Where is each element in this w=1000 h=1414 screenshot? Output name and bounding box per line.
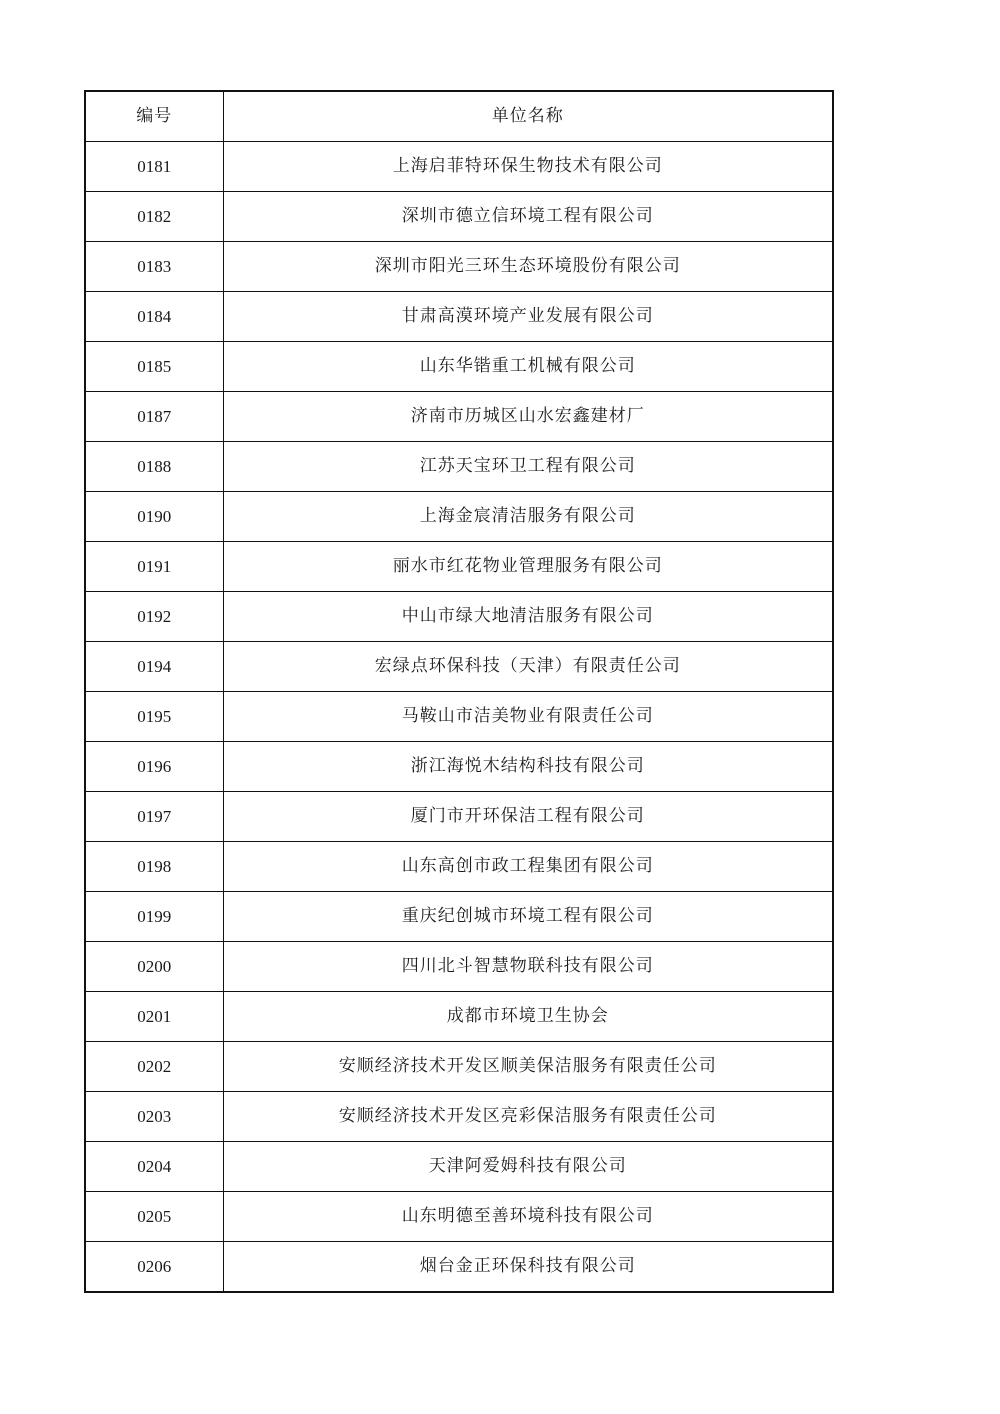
table-row <box>85 492 833 542</box>
unit-id-cell: 0188 <box>85 442 223 492</box>
unit-id-cell: 0201 <box>85 992 223 1042</box>
header-id: 编号 <box>85 91 223 142</box>
table-row <box>85 242 833 292</box>
unit-id-cell: 0197 <box>85 792 223 842</box>
unit-name-cell: 厦门市开环保洁工程有限公司 <box>223 792 833 842</box>
table-row <box>85 292 833 342</box>
table-row <box>85 1142 833 1192</box>
unit-name-cell: 烟台金正环保科技有限公司 <box>223 1242 833 1293</box>
table-row <box>85 442 833 492</box>
unit-name-cell: 重庆纪创城市环境工程有限公司 <box>223 892 833 942</box>
unit-id-cell: 0200 <box>85 942 223 992</box>
table-row <box>85 692 833 742</box>
unit-name-cell: 中山市绿大地清洁服务有限公司 <box>223 592 833 642</box>
unit-name-cell: 成都市环境卫生协会 <box>223 992 833 1042</box>
table-row <box>85 1242 833 1293</box>
table-row <box>85 892 833 942</box>
table-row <box>85 642 833 692</box>
unit-id-cell: 0192 <box>85 592 223 642</box>
unit-name-cell: 宏绿点环保科技（天津）有限责任公司 <box>223 642 833 692</box>
table-row <box>85 1192 833 1242</box>
table-row <box>85 142 833 192</box>
header-name: 单位名称 <box>223 91 833 142</box>
unit-id-cell: 0191 <box>85 542 223 592</box>
unit-id-cell: 0205 <box>85 1192 223 1242</box>
unit-name-cell: 山东明德至善环境科技有限公司 <box>223 1192 833 1242</box>
unit-id-cell: 0203 <box>85 1092 223 1142</box>
table-header <box>85 91 833 142</box>
unit-name-cell: 丽水市红花物业管理服务有限公司 <box>223 542 833 592</box>
unit-name-cell: 天津阿爱姆科技有限公司 <box>223 1142 833 1192</box>
unit-id-cell: 0206 <box>85 1242 223 1293</box>
unit-name-cell: 深圳市德立信环境工程有限公司 <box>223 192 833 242</box>
table-row <box>85 992 833 1042</box>
unit-id-cell: 0196 <box>85 742 223 792</box>
table-row <box>85 592 833 642</box>
unit-id-cell: 0187 <box>85 392 223 442</box>
table-row <box>85 742 833 792</box>
unit-name-cell: 江苏天宝环卫工程有限公司 <box>223 442 833 492</box>
unit-name-cell: 甘肃高漠环境产业发展有限公司 <box>223 292 833 342</box>
unit-id-cell: 0204 <box>85 1142 223 1192</box>
unit-id-cell: 0190 <box>85 492 223 542</box>
unit-name-cell: 四川北斗智慧物联科技有限公司 <box>223 942 833 992</box>
table-row <box>85 842 833 892</box>
header-row <box>85 91 833 142</box>
unit-id-cell: 0199 <box>85 892 223 942</box>
unit-name-cell: 安顺经济技术开发区顺美保洁服务有限责任公司 <box>223 1042 833 1092</box>
unit-id-cell: 0183 <box>85 242 223 292</box>
unit-id-cell: 0198 <box>85 842 223 892</box>
unit-name-cell: 山东高创市政工程集团有限公司 <box>223 842 833 892</box>
unit-name-cell: 深圳市阳光三环生态环境股份有限公司 <box>223 242 833 292</box>
unit-id-cell: 0194 <box>85 642 223 692</box>
unit-id-cell: 0195 <box>85 692 223 742</box>
unit-name-cell: 上海金宸清洁服务有限公司 <box>223 492 833 542</box>
unit-id-cell: 0184 <box>85 292 223 342</box>
table-row <box>85 1092 833 1142</box>
table-row <box>85 942 833 992</box>
table-row <box>85 392 833 442</box>
table-body <box>85 142 833 1293</box>
table-row <box>85 192 833 242</box>
unit-id-cell: 0202 <box>85 1042 223 1092</box>
unit-id-cell: 0181 <box>85 142 223 192</box>
table-row <box>85 1042 833 1092</box>
unit-name-cell: 山东华锴重工机械有限公司 <box>223 342 833 392</box>
table-row <box>85 342 833 392</box>
unit-name-cell: 上海启菲特环保生物技术有限公司 <box>223 142 833 192</box>
unit-name-cell: 马鞍山市洁美物业有限责任公司 <box>223 692 833 742</box>
unit-name-cell: 济南市历城区山水宏鑫建材厂 <box>223 392 833 442</box>
table-row <box>85 542 833 592</box>
unit-list-table <box>84 90 834 1293</box>
unit-name-cell: 安顺经济技术开发区亮彩保洁服务有限责任公司 <box>223 1092 833 1142</box>
table-row <box>85 792 833 842</box>
unit-id-cell: 0182 <box>85 192 223 242</box>
unit-id-cell: 0185 <box>85 342 223 392</box>
unit-name-cell: 浙江海悦木结构科技有限公司 <box>223 742 833 792</box>
